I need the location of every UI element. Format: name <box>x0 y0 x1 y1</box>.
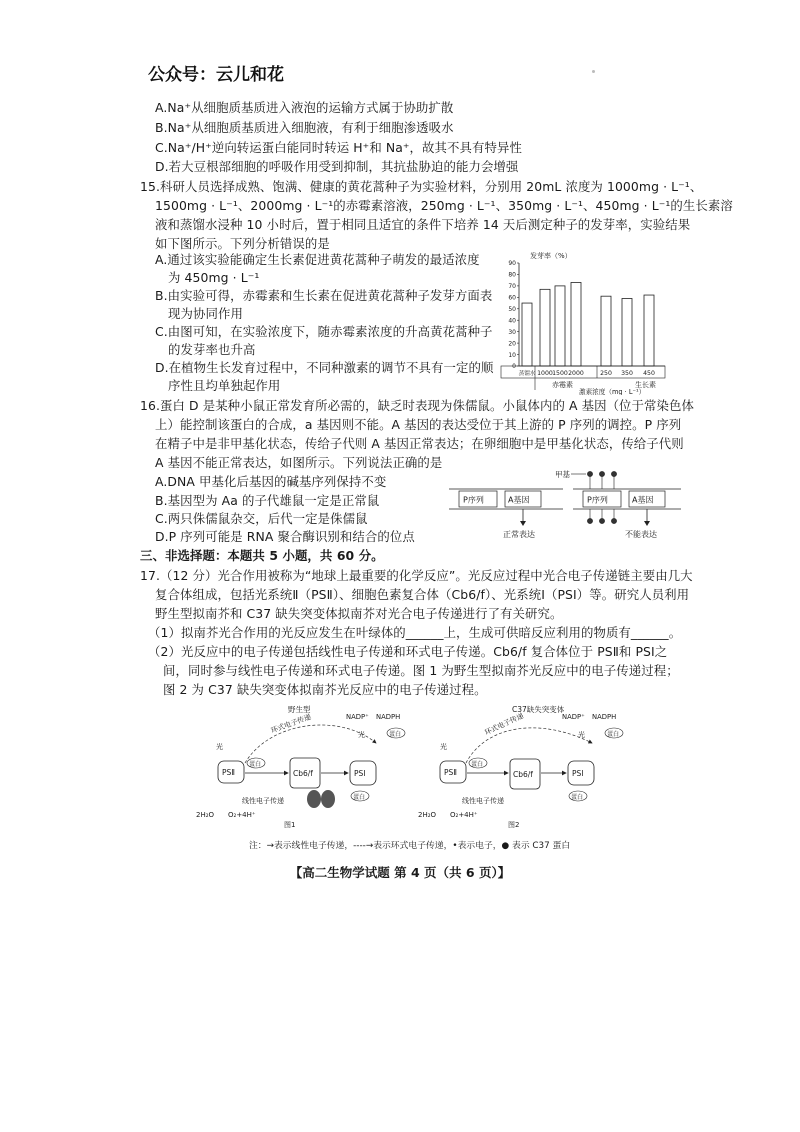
q17-stem-line: 复合体组成，包括光系统Ⅱ（PSⅡ）、细胞色素复合体（Cb6/f）、光系统Ⅰ（PSⅠ）等。研究人员利用 <box>155 587 690 602</box>
fig2-nadp: NADP⁺ <box>562 713 585 721</box>
q15-option-a-cont: 为 450mg · L⁻¹ <box>168 270 260 285</box>
fig1-psii-label: PSⅡ <box>222 768 235 777</box>
fig1-light-label: 光 <box>358 731 365 739</box>
y-tick-label: 60 <box>508 294 516 302</box>
fig2-psii-label: PSⅡ <box>444 768 457 777</box>
y-tick-label: 20 <box>508 340 516 348</box>
y-tick-label: 90 <box>508 260 516 268</box>
figure-note: 注：→表示线性电子传递，----→表示环式电子传递，•表示电子，● 表示 C37 蛋白 <box>249 841 571 851</box>
q16-option-a: A.DNA 甲基化后基因的碱基序列保持不变 <box>155 474 387 489</box>
fig2-protein-label: 蛋白 <box>571 794 584 801</box>
fig1-cb6f-label: Cb6/f <box>293 769 313 778</box>
q14-option-b: B.Na⁺从细胞质基质进入细胞液，有利于细胞渗透吸水 <box>155 120 454 135</box>
q17-stem-line: 野生型拟南芥和 C37 缺失突变体拟南芥对光合电子传递进行了有关研究。 <box>155 606 563 621</box>
fig1-label: 图1 <box>284 821 296 829</box>
chart-ylabel: 发芽率（%） <box>530 252 572 260</box>
fig1-water: 2H₂O <box>196 811 215 819</box>
q16-stem-line: A 基因不能正常表达，如图所示。下列说法正确的是 <box>155 455 443 470</box>
group-label-gibberellin: 赤霉素 <box>552 381 573 389</box>
a-gene-label: A基因 <box>508 495 530 505</box>
x-tick-label: 1500 <box>552 370 568 377</box>
fig1-psi-label: PSⅠ <box>354 769 366 778</box>
y-tick-label: 10 <box>508 351 516 359</box>
fig2-light-label: 光 <box>578 731 585 739</box>
a-gene-label: A基因 <box>632 495 654 505</box>
x-axis-labels <box>519 369 655 377</box>
x-tick-label: 1000 <box>537 370 553 377</box>
q17-sub1: （1）拟南芥光合作用的光反应发生在叶绿体的______上，生成可供暗反应利用的物质有______。 <box>148 625 682 640</box>
normal-expression-label: 正常表达 <box>503 530 535 539</box>
q15-option-b: B.由实验可得，赤霉素和生长素在促进黄花蒿种子发芽方面表 <box>155 288 493 303</box>
fig2-oxygen: O₂+4H⁺ <box>450 811 478 819</box>
q15-stem-line: 如下图所示。下列分析错误的是 <box>155 236 330 251</box>
group-label-auxin: 生长素 <box>635 381 656 389</box>
section-title: 三、非选择题：本题共 5 小题，共 60 分。 <box>140 548 384 563</box>
y-tick-label: 50 <box>508 305 516 313</box>
methyl-label: 甲基 <box>555 470 570 479</box>
q15-option-d-cont: 序性且均单独起作用 <box>168 378 281 393</box>
bar-1500 <box>555 286 565 366</box>
q17-sub2: （2）光反应中的电子传递包括线性电子传递和环式电子传递。Cb6/f 复合体位于 PSⅡ和 PSⅠ之 <box>148 644 668 659</box>
fig2-cyclic-label: 环式电子传递 <box>483 711 525 737</box>
bar-1000 <box>540 289 550 366</box>
fig1-protein-label: 蛋白 <box>389 731 402 738</box>
methylation-diagram <box>445 465 685 545</box>
q14-option-c: C.Na⁺/H⁺逆向转运蛋白能同时转运 H⁺和 Na⁺，故其不具有特异性 <box>155 140 522 155</box>
bar-2000 <box>571 282 581 366</box>
fig2-water: 2H₂O <box>418 811 437 819</box>
y-tick-label: 30 <box>508 328 516 336</box>
page-footer: 【高二生物学试题 第 4 页（共 6 页）】 <box>289 865 511 880</box>
fig1-nadph: NADPH <box>376 713 401 721</box>
fig1-linear-label: 线性电子传递 <box>242 797 284 805</box>
q15-option-c: C.由图可知，在实验浓度下，随赤霉素浓度的升高黄花蒿种子 <box>155 324 493 339</box>
x-tick-label: 蒸馏水 <box>518 371 536 377</box>
q15-option-d: D.在植物生长发育过程中，不同种激素的调节不具有一定的顺 <box>155 360 494 375</box>
germination-bar-chart <box>497 249 673 395</box>
q14-option-d: D.若大豆根部细胞的呼吸作用受到抑制，其抗盐胁迫的能力会增强 <box>155 159 519 174</box>
fig1-protein-label: 蛋白 <box>353 794 366 801</box>
q16-option-b: B.基因型为 Aa 的子代雄鼠一定是正常鼠 <box>155 493 380 508</box>
q15-stem-line: 液和蒸馏水浸种 10 小时后，置于相同且适宜的条件下培养 14 天后测定种子的发芽率，实验结果 <box>155 217 691 232</box>
fig2-title: C37缺失突变体 <box>512 705 565 714</box>
fig2-label: 图2 <box>508 821 520 829</box>
fig1-title: 野生型 <box>288 705 311 714</box>
no-expression-label: 不能表达 <box>625 530 657 539</box>
fig1-light-label: 光 <box>216 743 223 751</box>
p-sequence-label: P序列 <box>587 495 608 505</box>
figure-2-c37-mutant <box>418 704 623 829</box>
header-account: 公众号：云儿和花 <box>148 65 284 85</box>
fig2-cb6f-label: Cb6/f <box>513 770 533 779</box>
fig2-protein-label: 蛋白 <box>607 731 620 738</box>
y-tick-label: 70 <box>508 283 516 291</box>
fig1-nadp: NADP⁺ <box>346 713 369 721</box>
x-tick-label: 250 <box>600 370 612 377</box>
q17-sub2-cont: 图 2 为 C37 缺失突变体拟南芥光反应中的电子传递过程。 <box>163 682 487 697</box>
q15-option-c-cont: 的发芽率也升高 <box>168 342 256 357</box>
q14-option-a: A.Na⁺从细胞质基质进入液泡的运输方式属于协助扩散 <box>155 100 454 115</box>
c37-protein <box>321 790 335 808</box>
q16-stem-line: 上）能控制该蛋白的合成，a 基因则不能。A 基因的表达受位于其上游的 P 序列的调控。P 序列 <box>155 417 682 432</box>
q15-stem-line: 1500mg · L⁻¹、2000mg · L⁻¹的赤霉素溶液，250mg · L⁻¹、350mg · L⁻¹、450mg · L⁻¹的生长素溶 <box>155 198 733 213</box>
x-tick-label: 2000 <box>568 370 584 377</box>
q16-stem-line: 16.蛋白 D 是某种小鼠正常发育所必需的，缺乏时表现为侏儒鼠。小鼠体内的 A 基因（位于常染色体 <box>140 398 695 413</box>
bar-250 <box>601 296 611 366</box>
q17-stem-line: 17.（12 分）光合作用被称为“地球上最重要的化学反应”。光反应过程中光合电子传递链主要由几大 <box>140 568 693 583</box>
p-sequence-label: P序列 <box>463 495 484 505</box>
q16-option-d: D.P 序列可能是 RNA 聚合酶识别和结合的位点 <box>155 529 415 544</box>
q17-sub2-cont: 间，同时参与线性电子传递和环式电子传递。图 1 为野生型拟南芥光反应中的电子传递过程； <box>163 663 679 678</box>
x-tick-label: 450 <box>643 370 655 377</box>
bar-350 <box>622 298 632 366</box>
y-axis-ticks <box>508 260 519 370</box>
fig2-psi-label: PSⅠ <box>572 769 584 778</box>
fig1-cyclic-label: 环式电子传递 <box>269 712 313 735</box>
bar-蒸馏水 <box>522 303 532 366</box>
figure-1-wild-type <box>196 704 405 829</box>
q15-option-a: A.通过该实验能确定生长素促进黄花蒿种子萌发的最适浓度 <box>155 252 480 267</box>
fig2-linear-label: 线性电子传递 <box>462 797 504 805</box>
fig2-light-label: 光 <box>440 743 447 751</box>
y-tick-label: 0 <box>512 363 516 371</box>
bar-450 <box>644 295 654 366</box>
q15-stem-line: 15.科研人员选择成熟、饱满、健康的黄花蒿种子为实验材料，分别用 20mL 浓度为 1000mg · L⁻¹、 <box>140 179 703 194</box>
x-tick-label: 350 <box>621 370 633 377</box>
fig1-oxygen: O₂+4H⁺ <box>228 811 256 819</box>
y-tick-label: 80 <box>508 271 516 279</box>
c37-protein <box>307 790 321 808</box>
y-tick-label: 40 <box>508 317 516 325</box>
chart-bars <box>522 282 654 366</box>
q16-option-c: C.两只侏儒鼠杂交，后代一定是侏儒鼠 <box>155 511 368 526</box>
fig1-protein-label: 蛋白 <box>249 761 262 768</box>
scan-speck <box>592 70 595 73</box>
q15-option-b-cont: 现为协同作用 <box>168 306 243 321</box>
q16-stem-line: 在精子中是非甲基化状态，传给子代则 A 基因正常表达；在卵细胞中是甲基化状态，传给子代则 <box>155 436 684 451</box>
electron-transport-figures <box>190 703 630 840</box>
chart-xlabel: 激素浓度（mg · L⁻¹） <box>579 388 646 395</box>
fig2-protein-label: 蛋白 <box>471 761 484 768</box>
fig2-nadph: NADPH <box>592 713 617 721</box>
